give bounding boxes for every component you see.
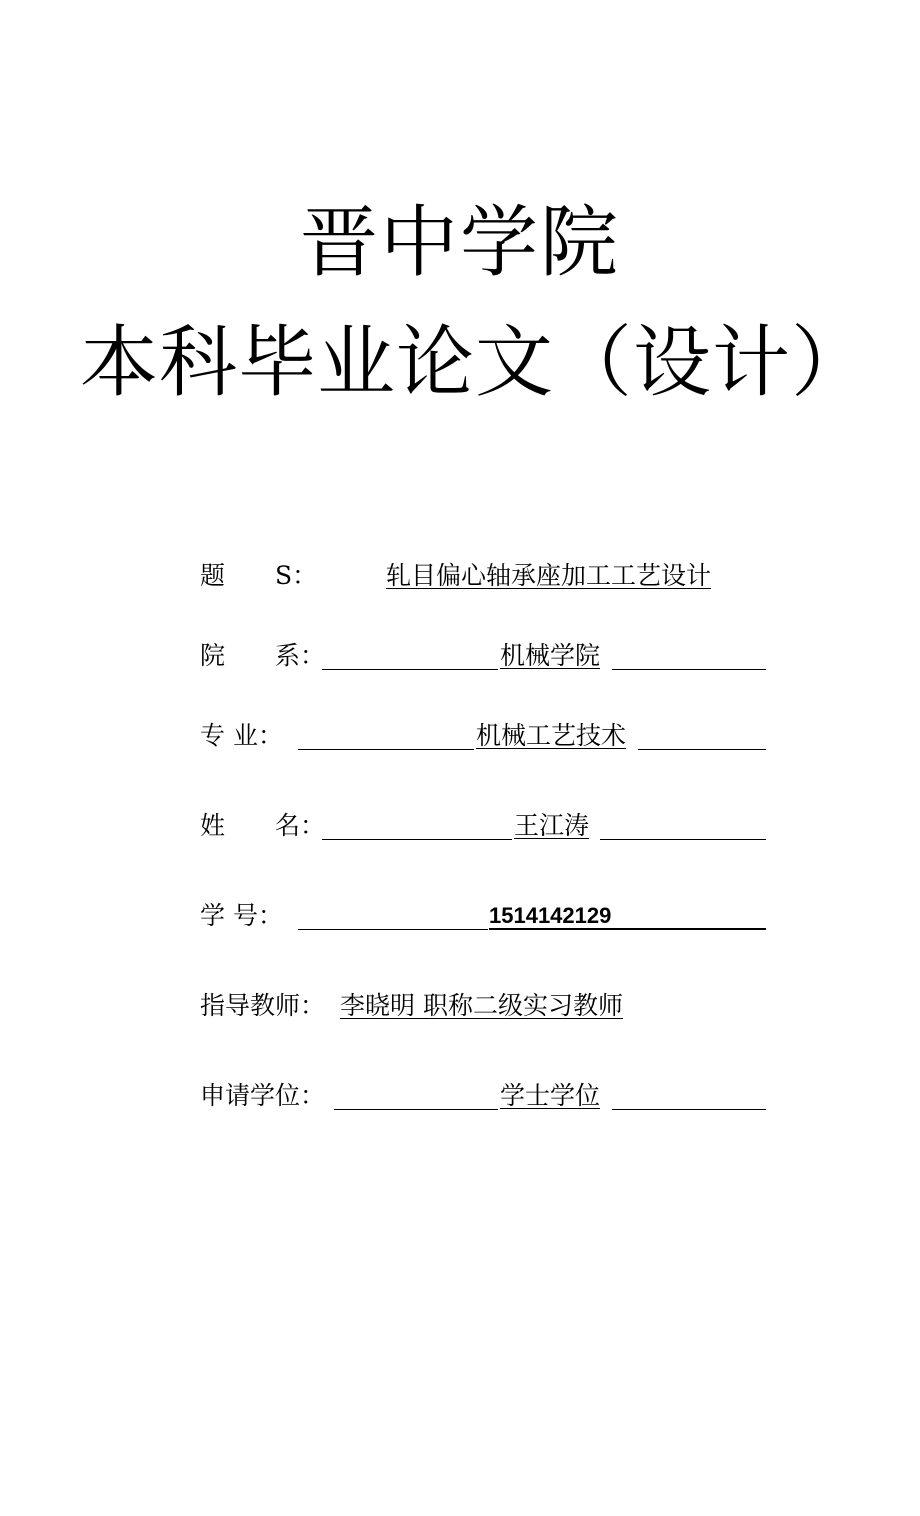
field-topic [200,556,766,596]
field-topic-label: 题 S： [200,561,318,590]
field-name-underline-left [322,839,512,840]
field-department [200,636,766,676]
field-major-value: 机械工艺技术 [476,721,627,750]
field-topic-value: 轧目偏心轴承座加工工艺设计 [386,561,712,590]
field-major-label: 专 业： [200,721,283,750]
thesis-type-title: 本科毕业论文（设计） [80,318,871,408]
school-name: 晋中学院 [299,198,620,288]
field-degree-value: 学士学位 [500,1081,601,1110]
field-name [200,806,766,846]
field-degree-underline-left [334,1109,498,1110]
field-major-underline-right [638,749,766,750]
field-name-value: 王江涛 [514,811,590,840]
field-student-id-label: 学 号： [200,901,283,930]
field-student-id-value: 1514142129 [489,903,612,928]
field-degree-label: 申请学位： [200,1081,326,1110]
field-name-underline-right [600,839,766,840]
field-department-label: 院 系： [200,641,326,670]
field-advisor-value: 李晓明 职称二级实习教师 [340,991,623,1020]
field-department-value: 机械学院 [500,641,601,670]
field-student-id-underline-left [298,929,488,930]
field-name-label: 姓 名： [200,811,326,840]
field-major-underline-left [298,749,474,750]
field-department-underline-left [322,669,498,670]
field-department-underline-right [612,669,766,670]
field-degree-underline-right [612,1109,766,1110]
field-major [200,716,766,756]
field-degree [200,1076,766,1116]
field-advisor [200,986,766,1026]
field-advisor-label: 指导教师： [200,991,326,1020]
field-student-id-underline-right [489,928,766,930]
field-student-id [200,896,766,936]
